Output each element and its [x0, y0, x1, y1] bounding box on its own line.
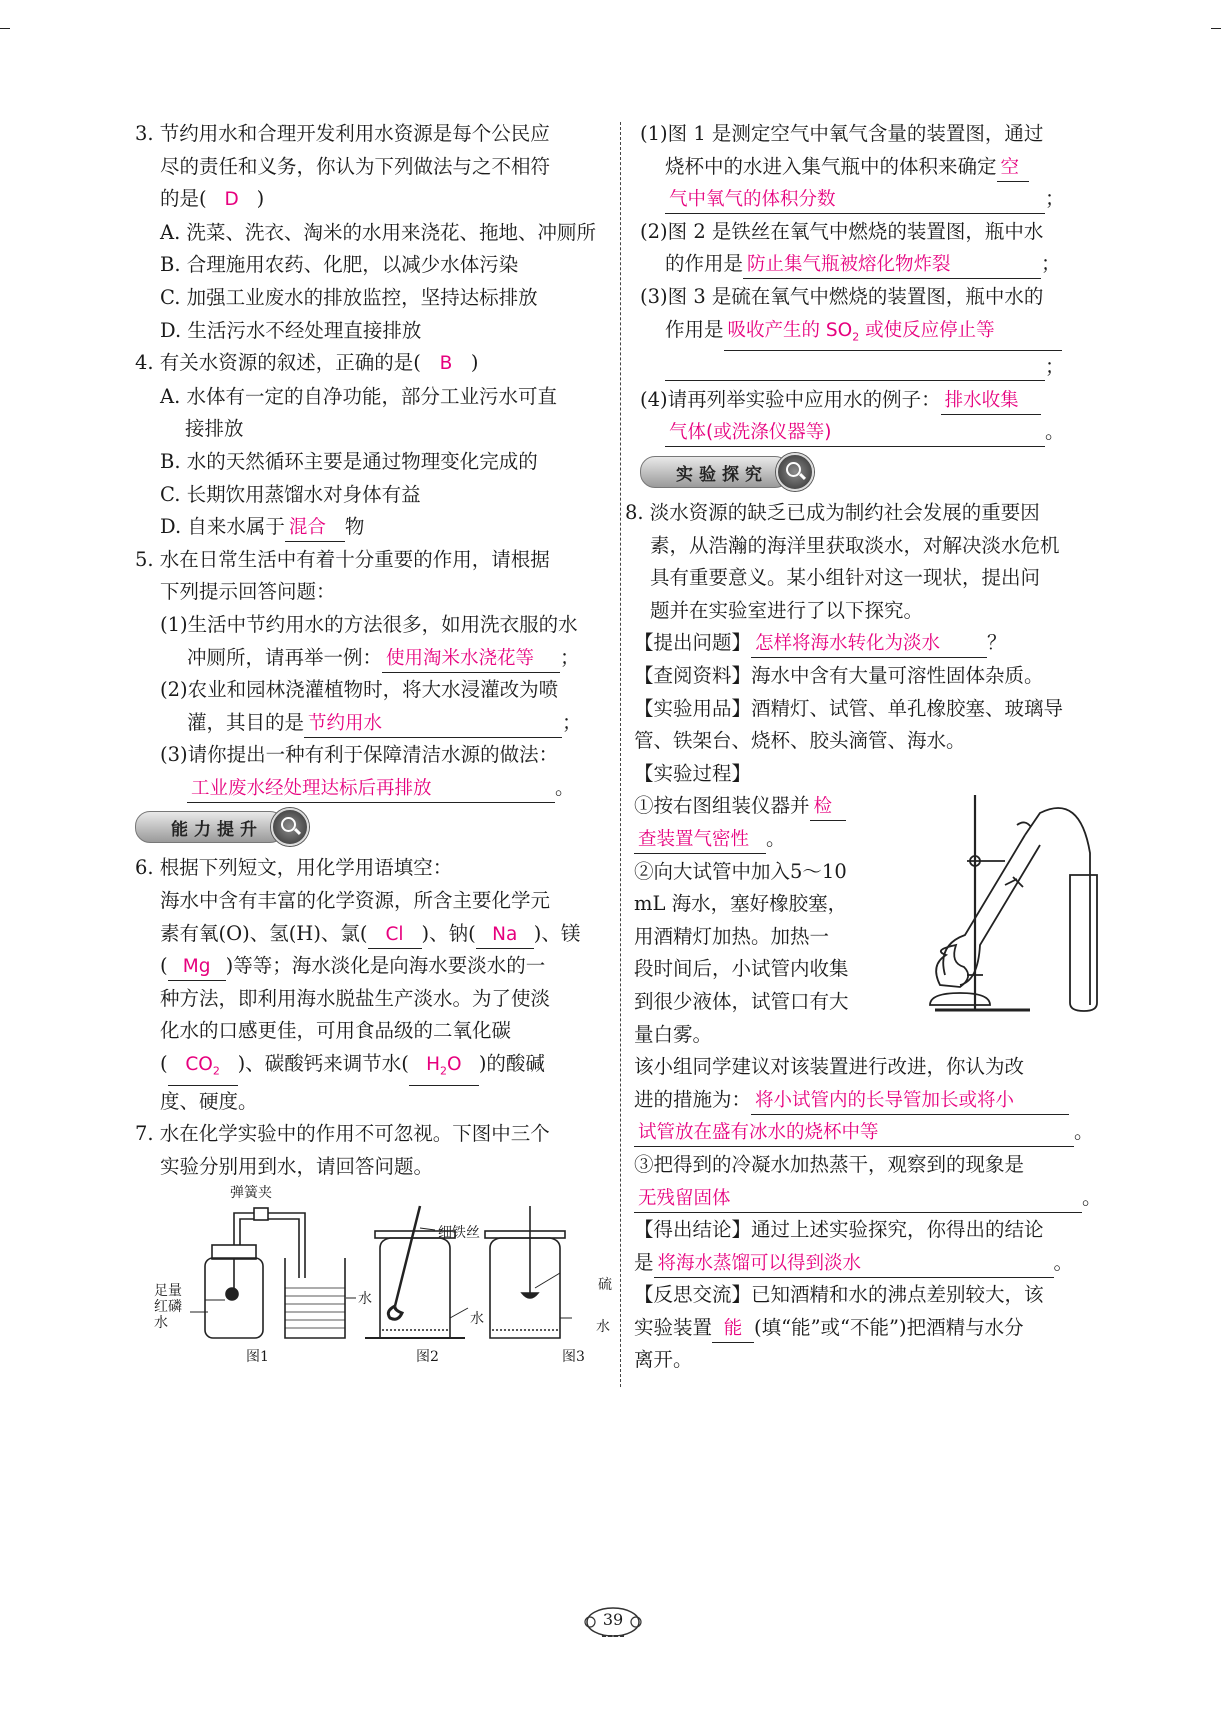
q6-line8: 度、硬度。: [160, 1089, 258, 1113]
answer-blank: 将小试管内的长导管加长或将小: [751, 1088, 1069, 1115]
magnifier-icon: [271, 808, 309, 846]
answer-blank: 气中氧气的体积分数: [665, 187, 1045, 214]
answer-blank: 吸收产生的 $SO_2$ 或使反应停止等: [724, 318, 1062, 352]
q6-line3: 素有氧(O)、氢(H)、氯( Cl )、钠( Na )、镁: [135, 918, 603, 951]
q7-sub3-cont2: ；: [640, 351, 1102, 384]
q8-step1: ①按右图组装仪器并 检: [634, 790, 1102, 823]
q3-line1: 3. 节约用水和合理开发利用水资源是每个公民应: [135, 122, 550, 145]
label-water: 水: [358, 1291, 372, 1307]
q4-option-a: A. 水体有一定的自净功能，部分工业污水可直: [160, 384, 557, 408]
crop-mark: [1211, 28, 1221, 29]
q8-reflection-cont2: 离开。: [634, 1348, 693, 1372]
large-test-tube: [943, 835, 1025, 975]
q7-line2: 实验分别用到水，请回答问题。: [160, 1154, 434, 1178]
distillation-apparatus-drawing: [905, 775, 1105, 1020]
q6-line1: 6. 根据下列短文，用化学用语填空：: [135, 856, 453, 880]
q7-line1: 7. 水在化学实验中的作用不可忽视。下图中三个: [135, 1122, 550, 1146]
answer-blank: 空: [997, 155, 1029, 182]
section-banner-experiment: 实验探究: [640, 453, 1102, 491]
answer-blank: 气体(或洗涤仪器等): [665, 420, 1045, 447]
q3-option-c: C. 加强工业废水的排放监控，坚持达标排放: [160, 285, 538, 309]
q7-sub1: (1)图 1 是测定空气中氧气含量的装置图，通过: [640, 122, 1044, 145]
crop-mark: [0, 28, 10, 29]
answer-blank: $H_2O$: [409, 1052, 479, 1086]
q8-step3-cont: 无残留固体 。: [634, 1182, 1102, 1215]
q8-conclusion-cont: 是 将海水蒸馏可以得到淡水 。: [634, 1247, 1102, 1280]
section-banner-ability: 能力提升: [135, 808, 603, 846]
q8-step2-line2: mL 海水，塞好橡胶塞，: [634, 892, 848, 916]
q7-sub1-cont: 烧杯中的水进入集气瓶中的体积来确定 空: [640, 151, 1102, 184]
q5-sub3: (3)请你提出一种有利于保障清洁水源的做法：: [160, 743, 559, 767]
q7-sub3: (3)图 3 是硫在氧气中燃烧的装置图，瓶中水的: [640, 284, 1044, 308]
answer-blank: Mg: [168, 954, 226, 981]
q5-line1: 5. 水在日常生活中有着十分重要的作用，请根据: [135, 547, 550, 571]
answer-blank: 检: [810, 794, 846, 821]
distillation-apparatus: [905, 775, 1105, 1020]
q7-sub2: (2)图 2 是铁丝在氧气中燃烧的装置图，瓶中水: [640, 219, 1044, 243]
q8-step2-line3: 用酒精灯加热。加热一: [634, 924, 830, 948]
label-iron-wire: 细铁丝: [438, 1225, 480, 1241]
q8-materials: 【实验用品】酒精灯、试管、单孔橡胶塞、玻璃导: [634, 696, 1064, 720]
q6-line4: ( Mg )等等；海水淡化是向海水要淡水的一: [135, 950, 603, 983]
answer-blank: [665, 354, 1045, 381]
answer-text: D: [224, 189, 239, 211]
gas-jar: [380, 1238, 450, 1338]
q8-reference: 【查阅资料】海水中含有大量可溶性固体杂质。: [634, 664, 1044, 687]
q8-step2-line4: 段时间后，小试管内收集: [634, 957, 849, 981]
q4-option-b: B. 水的天然循环主要是通过物理变化完成的: [160, 449, 538, 473]
q8-materials-cont: 管、铁架台、烧杯、胶头滴管、海水。: [634, 729, 966, 753]
q5-sub2: (2)农业和园林浇灌植物时，将大水浸灌改为喷: [160, 678, 559, 702]
right-column: [625, 118, 1102, 1377]
answer-blank: 查装置气密性: [634, 827, 766, 854]
experiment-figures: [150, 1185, 620, 1365]
q8-question: 【提出问题】 怎样将海水转化为淡水 ？: [634, 627, 1102, 660]
q4-option-a-cont: 接排放: [185, 417, 244, 441]
q7-sub3-cont: 作用是 吸收产生的 $SO_2$ 或使反应停止等: [640, 314, 1102, 352]
gas-jar: [490, 1238, 560, 1338]
left-column: [135, 118, 603, 1184]
answer-blank: 防止集气瓶被熔化物炸裂: [743, 252, 1041, 279]
figure-1-caption: 图1: [246, 1349, 269, 1365]
q8-step2-line1: ②向大试管中加入5～10: [634, 859, 847, 883]
q4-option-d: D. 自来水属于 混合 物: [135, 511, 603, 544]
figure-2-caption: 图2: [416, 1349, 439, 1365]
answer-blank: 排水收集: [941, 388, 1041, 415]
alcohol-lamp: [936, 945, 968, 987]
small-test-tube: [1070, 875, 1097, 1011]
q8-improve-line3: 试管放在盛有冰水的烧杯中等 。: [634, 1116, 1102, 1149]
magnifier-icon: [776, 453, 814, 491]
q8-line2: 素，从浩瀚的海洋里获取淡水，对解决淡水危机: [650, 533, 1060, 557]
page-number: [582, 1604, 644, 1644]
answer-blank: Na: [476, 922, 534, 949]
experiment-figures-drawing: [150, 1188, 620, 1363]
figure-3-caption: 图3: [562, 1349, 585, 1365]
q8-improve-line2: 进的措施为： 将小试管内的长导管加长或将小: [634, 1084, 1102, 1117]
answer-blank: 怎样将海水转化为淡水: [751, 631, 987, 658]
answer-blank: 无残留固体: [634, 1186, 1082, 1213]
label-water: 水: [470, 1311, 484, 1327]
answer-blank: $CO_2$: [168, 1052, 238, 1086]
q6-line2: 海水中含有丰富的化学资源，所含主要化学元: [160, 889, 551, 913]
label-water: 水: [596, 1319, 610, 1335]
q8-line1: 8. 淡水资源的缺乏已成为制约社会发展的重要因: [625, 501, 1040, 525]
q8-step2-line6: 量白雾。: [634, 1022, 713, 1046]
red-phosphorus: [226, 1288, 238, 1300]
label-sulfur: 硫: [598, 1277, 612, 1293]
answer-blank: 将海水蒸馏可以得到淡水: [654, 1251, 1054, 1278]
iron-wire: [395, 1206, 420, 1306]
q8-step2-line5: 到很少液体，试管口有大: [634, 989, 849, 1013]
column-divider: [620, 122, 621, 1387]
q4-line1: 4. 有关水资源的叙述，正确的是( B ): [135, 347, 603, 381]
q8-process: 【实验过程】: [634, 761, 752, 785]
q8-line3: 具有重要意义。某小组针对这一现状，提出问: [650, 566, 1041, 590]
answer-blank: 试管放在盛有冰水的烧杯中等: [634, 1120, 1074, 1147]
label-phosphorus-2: 红磷: [154, 1299, 182, 1315]
q6-line6: 化水的口感更佳，可用食品级的二氧化碳: [160, 1019, 512, 1043]
q3-option-b: B. 合理施用农药、化肥，以减少水体污染: [160, 253, 519, 277]
q7-sub2-cont: 的作用是 防止集气瓶被熔化物炸裂 ；: [640, 248, 1102, 281]
q7-sub4: (4)请再列举实验中应用水的例子： 排水收集: [640, 384, 1102, 417]
q3-option-d: D. 生活污水不经处理直接排放: [160, 318, 422, 342]
answer-blank: 使用淘米水浇花等: [382, 646, 560, 673]
q7-sub1-cont2: 气中氧气的体积分数 ；: [640, 183, 1102, 216]
stopper: [212, 1245, 256, 1259]
label-spring-clip: 弹簧夹: [230, 1185, 272, 1201]
q3-option-a: A. 洗菜、洗衣、淘米的水用来浇花、拖地、冲厕所: [160, 220, 596, 244]
q6-line5: 种方法，即利用海水脱盐生产淡水。为了使淡: [160, 986, 551, 1010]
q5-sub1-cont: 冲厕所，请再举一例： 使用淘米水浇花等 ；: [135, 642, 603, 675]
answer-blank: 工业废水经处理达标后再排放: [187, 776, 555, 803]
answer-blank: Cl: [368, 922, 422, 949]
q6-line7: ( $CO_2$ )、碳酸钙来调节水( $H_2O$ )的酸碱: [135, 1048, 603, 1086]
label-water: 水: [154, 1315, 168, 1331]
q8-improve-line1: 该小组同学建议对该装置进行改进，你认为改: [634, 1055, 1025, 1079]
q8-conclusion: 【得出结论】通过上述实验探究，你得出的结论: [634, 1218, 1044, 1242]
q7-sub4-cont: 气体(或洗涤仪器等) 。: [640, 416, 1102, 449]
answer-blank: 混合: [285, 515, 345, 542]
beaker: [285, 1258, 345, 1338]
page-number-text: 39: [602, 1610, 624, 1629]
q3-line2: 尽的责任和义务，你认为下列做法与之不相符: [160, 154, 551, 178]
answer-blank: 能: [712, 1316, 754, 1343]
q8-reflection-cont: 实验装置 能 (填“能”或“不能”)把酒精与水分: [634, 1312, 1102, 1345]
spring-clip: [254, 1208, 268, 1220]
q5-line2: 下列提示回答问题：: [160, 580, 336, 604]
q5-sub3-cont: 工业废水经处理达标后再排放 。: [135, 772, 603, 805]
q8-line4: 题并在实验室进行了以下探究。: [650, 598, 924, 622]
delivery-tube: [1025, 808, 1090, 1005]
q3-line3: 的是( D ): [135, 183, 603, 217]
q8-step1-cont: 查装置气密性 。: [634, 823, 1102, 856]
answer-blank: 节约用水: [304, 711, 562, 738]
q5-sub1: (1)生活中节约用水的方法很多，如用洗衣服的水: [160, 612, 578, 636]
q8-reflection: 【反思交流】已知酒精和水的沸点差别较大，该: [634, 1283, 1044, 1307]
answer-text: B: [439, 353, 453, 375]
q5-sub2-cont: 灌，其目的是 节约用水 ；: [135, 707, 603, 740]
q8-step3: ③把得到的冷凝水加热蒸干，观察到的现象是: [634, 1152, 1025, 1176]
q4-option-c: C. 长期饮用蒸馏水对身体有益: [160, 482, 421, 506]
label-phosphorus-1: 足量: [154, 1283, 182, 1299]
